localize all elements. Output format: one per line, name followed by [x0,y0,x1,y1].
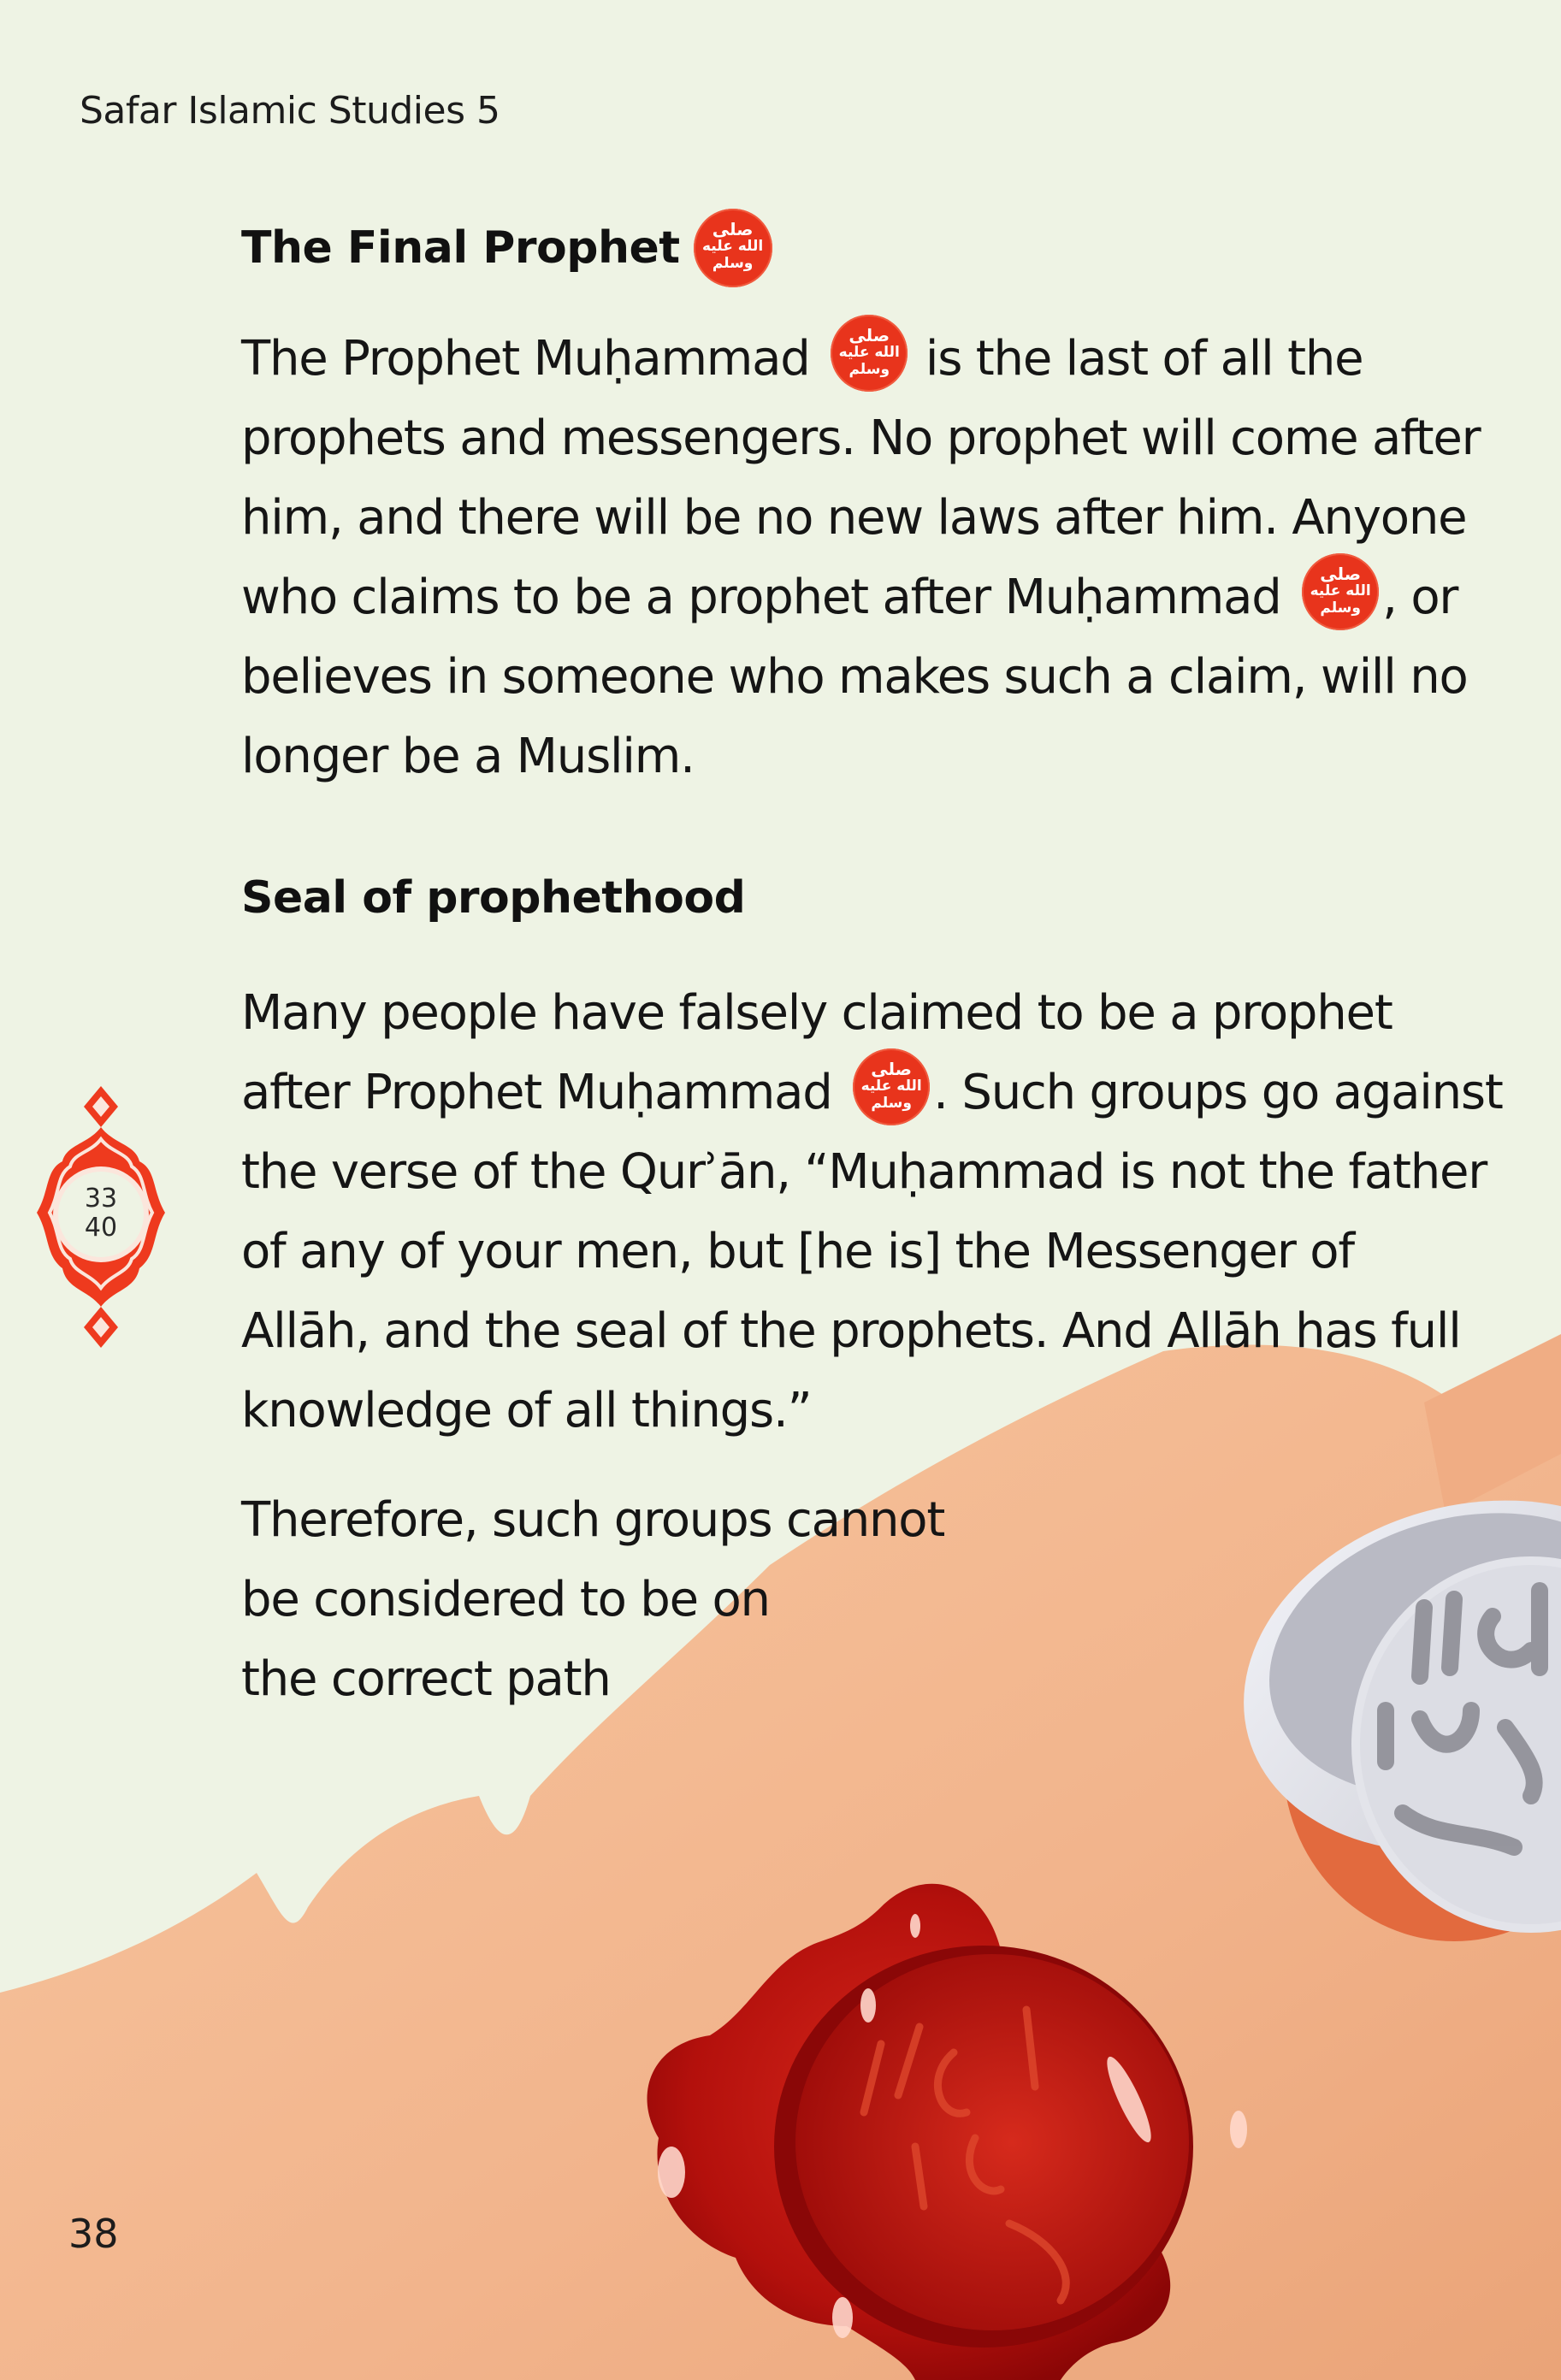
honorific-line: الله عليه [838,343,900,361]
text-line [241,717,1481,796]
text-segment: prophets and messengers. No prophet will come after [241,410,1481,466]
honorific-icon [1302,553,1379,630]
text-segment: Many people have falsely claimed to be a prophet [241,985,1392,1041]
paragraph-final-prophet [241,319,1481,796]
honorific-icon [831,315,908,392]
text-line [241,1291,1503,1371]
text-line [241,558,1481,637]
honorific-line: صلى [871,1058,913,1079]
text-segment: him, and there will be no new laws after him. Anyone [241,490,1467,546]
running-head: Safar Islamic Studies 5 [80,89,500,133]
text-segment: be considered to be on [241,1572,770,1627]
text-line [241,973,1503,1053]
paragraph-seal [241,973,1503,1450]
honorific-icon [694,209,772,287]
text-line [241,1639,944,1719]
text-segment: knowledge of all things.” [241,1383,812,1438]
text-line [241,1053,1503,1132]
text-segment: longer be a Muslim. [241,729,695,784]
text-line [241,1371,1503,1450]
honorific-line: الله عليه [702,238,764,255]
paragraph-conclusion [241,1480,944,1719]
text-line [241,399,1481,478]
text-segment: . Such groups go against [933,1065,1503,1120]
text-segment: , or [1382,570,1458,625]
text-segment: who claims to be a prophet after Muḥammad [241,570,1296,625]
text-line [241,1212,1503,1291]
text-line [241,1132,1503,1212]
text-segment: after Prophet Muḥammad [241,1065,847,1120]
honorific-line: صلى [1320,563,1362,584]
text-segment: Therefore, such groups cannot [241,1492,945,1548]
page-number: 38 [68,2211,119,2257]
text-segment: of any of your men, but [he is] the Messenger of [241,1224,1354,1279]
verse-ayah-number: 40 [84,1213,118,1243]
verse-surah-number: 33 [84,1184,118,1214]
honorific-line: وسلم [848,360,890,378]
text-line [241,1480,944,1560]
text-line [241,319,1481,399]
section-heading-final-prophet [241,209,776,287]
heading-text: Seal of prophethood [241,872,746,924]
honorific-line: صلى [848,324,890,345]
text-segment: the verse of the Qurʾān, “Muḥammad is not the father [241,1144,1487,1200]
text-segment: Allāh, and the seal of the prophets. And Allāh has full [241,1303,1461,1359]
heading-text: The Final Prophet [241,222,680,274]
text-segment: believes in someone who makes such a claim, will no [241,649,1468,705]
text-line [241,637,1481,717]
text-line [241,1560,944,1639]
honorific-line: الله عليه [860,1077,922,1095]
honorific-line: وسلم [871,1094,912,1112]
honorific-line: وسلم [712,255,754,272]
section-heading-seal [241,872,745,924]
text-segment: the correct path [241,1651,611,1707]
honorific-line: الله عليه [1310,582,1371,599]
text-segment: The Prophet Muḥammad [241,331,825,387]
text-segment: is the last of all the [911,331,1363,387]
text-line [241,478,1481,558]
honorific-line: وسلم [1320,599,1361,617]
honorific-icon [853,1048,930,1125]
honorific-line: صلى [712,219,754,239]
